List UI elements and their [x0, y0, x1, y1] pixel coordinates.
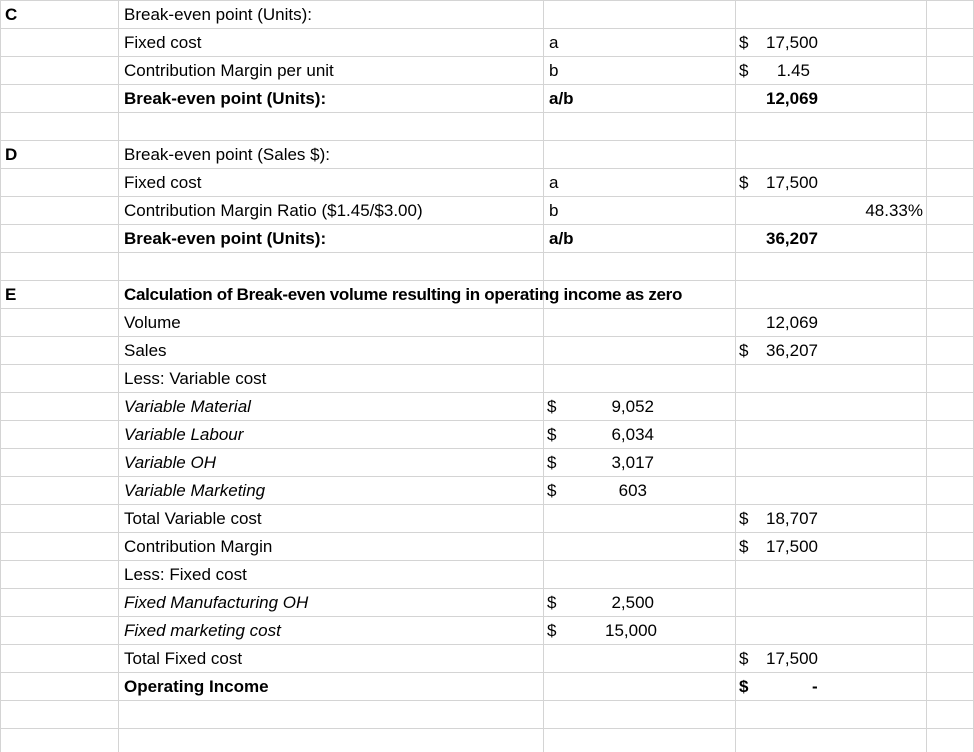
section-letter[interactable]: C [5, 5, 18, 24]
currency-symbol[interactable]: $ [739, 537, 749, 556]
amount-cell[interactable]: 36,207 [766, 341, 818, 360]
formula-cell[interactable]: a [549, 173, 559, 192]
row-label[interactable]: Fixed cost [124, 33, 202, 52]
formula-cell[interactable]: a/b [549, 89, 574, 108]
row-label[interactable]: Total Variable cost [124, 509, 262, 528]
amount-cell[interactable]: 12,069 [766, 89, 818, 108]
formula-cell[interactable]: a/b [549, 229, 574, 248]
currency-symbol[interactable]: $ [547, 593, 557, 612]
row-label[interactable]: Less: Variable cost [124, 369, 267, 388]
amount-cell[interactable]: 12,069 [766, 313, 818, 332]
formula-cell[interactable]: b [549, 61, 559, 80]
amount-cell[interactable]: 17,500 [766, 33, 818, 52]
gridline [118, 0, 119, 752]
row-label[interactable]: Break-even point (Units): [124, 89, 327, 108]
section-heading[interactable]: Calculation of Break-even volume resulting in operating income as zero [124, 285, 683, 304]
currency-symbol[interactable]: $ [547, 481, 557, 500]
currency-symbol[interactable]: $ [739, 509, 749, 528]
amount-cell[interactable]: 15,000 [605, 621, 657, 640]
amount-cell[interactable]: 17,500 [766, 537, 818, 556]
row-label[interactable]: Sales [124, 341, 167, 360]
currency-symbol[interactable]: $ [739, 61, 749, 80]
currency-symbol[interactable]: $ [739, 341, 749, 360]
amount-cell[interactable]: 17,500 [766, 173, 818, 192]
gridline [543, 0, 544, 752]
row-label[interactable]: Variable Marketing [124, 481, 266, 500]
currency-symbol[interactable]: $ [547, 453, 557, 472]
amount-cell[interactable]: 9,052 [611, 397, 654, 416]
currency-symbol[interactable]: $ [739, 173, 749, 192]
amount-cell[interactable]: 36,207 [766, 229, 818, 248]
row-label[interactable]: Variable Labour [124, 425, 244, 444]
row-label[interactable]: Volume [124, 313, 181, 332]
amount-cell[interactable]: - [812, 677, 818, 696]
row-label[interactable]: Contribution Margin Ratio ($1.45/$3.00) [124, 201, 423, 220]
row-label[interactable]: Operating Income [124, 677, 269, 696]
amount-cell[interactable]: 3,017 [611, 453, 654, 472]
row-label[interactable]: Fixed Manufacturing OH [124, 593, 309, 612]
row-label[interactable]: Variable OH [124, 453, 216, 472]
formula-cell[interactable]: a [549, 33, 559, 52]
gridline [0, 0, 1, 752]
currency-symbol[interactable]: $ [739, 649, 749, 668]
section-letter[interactable]: E [5, 285, 17, 304]
row-label[interactable]: Break-even point (Sales $): [124, 145, 330, 164]
currency-symbol[interactable]: $ [739, 33, 749, 52]
currency-symbol[interactable]: $ [739, 677, 749, 696]
row-label[interactable]: Break-even point (Units): [124, 229, 327, 248]
row-label[interactable]: Break-even point (Units): [124, 5, 313, 24]
row-label[interactable]: Fixed cost [124, 173, 202, 192]
amount-cell[interactable]: 6,034 [611, 425, 654, 444]
amount-cell[interactable]: 1.45 [776, 61, 810, 80]
percent-cell[interactable]: 48.33% [865, 201, 923, 220]
amount-cell[interactable]: 2,500 [611, 593, 654, 612]
row-label[interactable]: Less: Fixed cost [124, 565, 247, 584]
gridline [0, 728, 974, 729]
row-label[interactable]: Total Fixed cost [124, 649, 243, 668]
amount-cell[interactable]: 18,707 [766, 509, 818, 528]
row-label[interactable]: Contribution Margin [124, 537, 273, 556]
gridline [926, 0, 927, 752]
section-letter[interactable]: D [5, 145, 18, 164]
gridline [735, 0, 736, 752]
currency-symbol[interactable]: $ [547, 621, 557, 640]
row-label[interactable]: Fixed marketing cost [124, 621, 281, 640]
row-label[interactable]: Variable Material [124, 397, 251, 416]
row-label[interactable]: Contribution Margin per unit [124, 61, 334, 80]
currency-symbol[interactable]: $ [547, 397, 557, 416]
currency-symbol[interactable]: $ [547, 425, 557, 444]
amount-cell[interactable]: 603 [618, 481, 647, 500]
formula-cell[interactable]: b [549, 201, 559, 220]
amount-cell[interactable]: 17,500 [766, 649, 818, 668]
